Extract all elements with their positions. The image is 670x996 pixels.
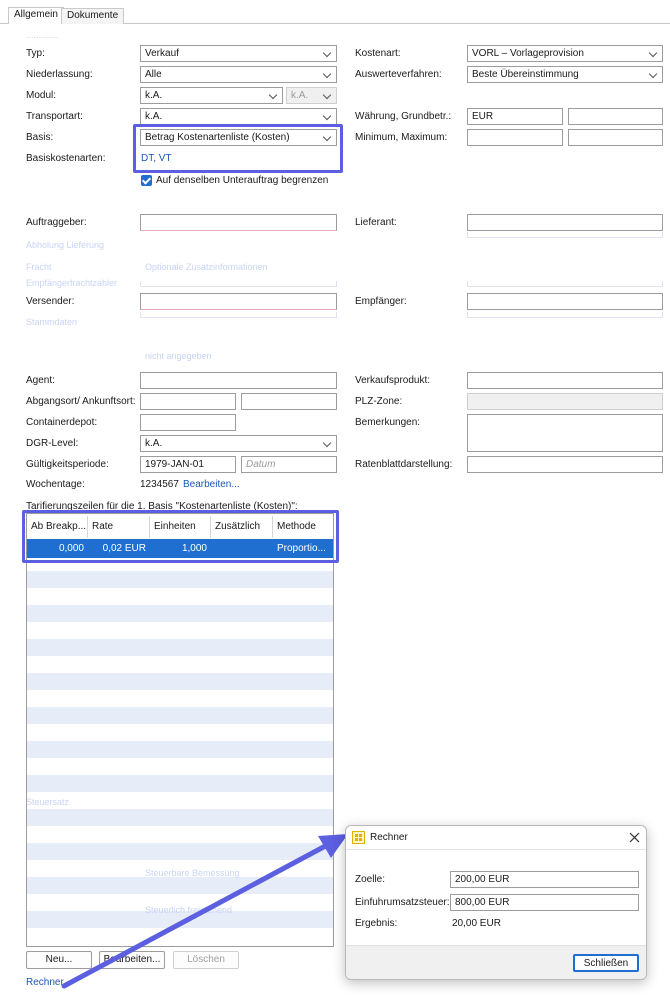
close-icon[interactable]	[629, 832, 640, 843]
zoelle-label: Zoelle:	[355, 874, 386, 885]
transportart-select[interactable]: k.A.	[140, 108, 337, 125]
neu-button[interactable]: Neu...	[26, 951, 92, 969]
ghost-label: Stammdaten	[26, 317, 78, 327]
kostenart-select[interactable]: VORL – Vorlageprovision	[467, 45, 663, 62]
kostenart-label: Kostenart:	[355, 48, 401, 59]
abgangsort-label: Abgangsort/ Ankunftsort:	[26, 396, 136, 407]
ghost-label: Empfängerfrachtzahler	[26, 278, 118, 288]
unterauftrag-label: Auf denselben Unterauftrag begrenzen	[156, 175, 329, 186]
dgr-level-select[interactable]: k.A.	[140, 435, 337, 452]
dialog-footer	[346, 945, 646, 979]
ghost-value: Steuerlich freistehend	[145, 905, 233, 915]
verkaufsprodukt-label: Verkaufsprodukt:	[355, 375, 431, 386]
tab-dokumente[interactable]: Dokumente	[61, 8, 124, 24]
transportart-label: Transportart:	[26, 111, 83, 122]
empfaenger-label: Empfänger:	[355, 296, 407, 307]
lieferant-label: Lieferant:	[355, 217, 397, 228]
typ-label: Typ:	[26, 48, 45, 59]
niederlassung-select[interactable]: Alle	[140, 66, 337, 83]
cell-ab: 0,000	[58, 543, 84, 554]
bearbeiten-button[interactable]: Bearbeiten...	[99, 951, 165, 969]
wochentage-label: Wochentage:	[26, 479, 85, 490]
col-zusaetzlich[interactable]: Zusätzlich	[211, 516, 273, 538]
wochentage-edit-link[interactable]: Bearbeiten...	[183, 479, 240, 490]
tarif-caption: Tarifierungszeilen für die 1. Basis "Kostenartenliste (Kosten)":	[26, 501, 298, 512]
basis-select[interactable]: Betrag Kostenartenliste (Kosten)	[140, 129, 337, 146]
dialog-titlebar	[346, 826, 646, 850]
ergebnis-value: 20,00 EUR	[452, 918, 501, 929]
loeschen-button[interactable]: Löschen	[173, 951, 239, 969]
waehrung-label: Währung, Grundbetr.:	[355, 111, 452, 122]
basiskostenarten-link[interactable]: DT, VT	[141, 153, 172, 164]
plz-zone-label: PLZ-Zone:	[355, 396, 403, 407]
agent-label: Agent:	[26, 375, 55, 386]
bemerkungen-label: Bemerkungen:	[355, 417, 421, 428]
einfuhr-field[interactable]: 800,00 EUR	[450, 894, 639, 911]
minmax-label: Minimum, Maximum:	[355, 132, 448, 143]
typ-select[interactable]: Verkauf	[140, 45, 337, 62]
basis-label: Basis:	[26, 132, 54, 143]
modul-sub-select[interactable]: k.A.	[286, 87, 337, 104]
schliessen-button[interactable]: Schließen	[573, 954, 639, 972]
modul-select[interactable]: k.A.	[140, 87, 283, 104]
cell-einheiten: 1,000	[181, 543, 207, 554]
gueltig-von-field[interactable]: 1979-JAN-01	[140, 456, 236, 473]
versender-label: Versender:	[26, 296, 75, 307]
ghost-label: Steuersatz	[26, 797, 70, 807]
gueltig-bis-field[interactable]: Datum	[241, 456, 337, 473]
col-einheiten[interactable]: Einheiten	[150, 516, 211, 538]
ratenblatt-label: Ratenblattdarstellung:	[355, 459, 453, 470]
einfuhr-label: Einfuhrumsatzsteuer:	[355, 897, 450, 908]
ergebnis-label: Ergebnis:	[355, 918, 398, 929]
ghost-label: Abholung Lieferung	[26, 240, 105, 250]
ghost-value: Optionale Zusatzinformationen	[145, 262, 268, 272]
ghost-value: Steuerbare Bemessung	[145, 868, 240, 878]
cell-methode: Proportio...	[277, 543, 326, 554]
calculator-icon	[352, 831, 365, 844]
niederlassung-label: Niederlassung:	[26, 69, 93, 80]
ghost-value: nicht angegeben	[145, 351, 212, 361]
tab-allgemein[interactable]: Allgemein	[8, 7, 64, 24]
gueltigkeit-label: Gültigkeitsperiode:	[26, 459, 109, 470]
rechner-link[interactable]: Rechner	[26, 977, 64, 988]
containerdepot-label: Containerdepot:	[26, 417, 98, 428]
col-methode[interactable]: Methode	[277, 521, 316, 532]
rechner-dialog	[345, 825, 647, 980]
dgr-level-label: DGR-Level:	[26, 438, 79, 449]
wochentage-value: 1234567	[140, 479, 179, 490]
dialog-title: Rechner	[370, 832, 408, 843]
ghost-text: .............	[26, 30, 59, 40]
ghost-label: Fracht	[26, 262, 52, 272]
basiskostenarten-label: Basiskostenarten:	[26, 153, 106, 164]
auswerteverfahren-label: Auswerteverfahren:	[355, 69, 442, 80]
col-ab-breakpoint[interactable]: Ab Breakp...	[27, 516, 88, 538]
auswerteverfahren-select[interactable]: Beste Übereinstimmung	[467, 66, 663, 83]
auftraggeber-label: Auftraggeber:	[26, 217, 87, 228]
col-rate[interactable]: Rate	[88, 516, 150, 538]
cell-rate: 0,02 EUR	[102, 543, 146, 554]
waehrung-field[interactable]: EUR	[467, 108, 563, 125]
modul-label: Modul:	[26, 90, 57, 101]
zoelle-field[interactable]: 200,00 EUR	[450, 871, 639, 888]
